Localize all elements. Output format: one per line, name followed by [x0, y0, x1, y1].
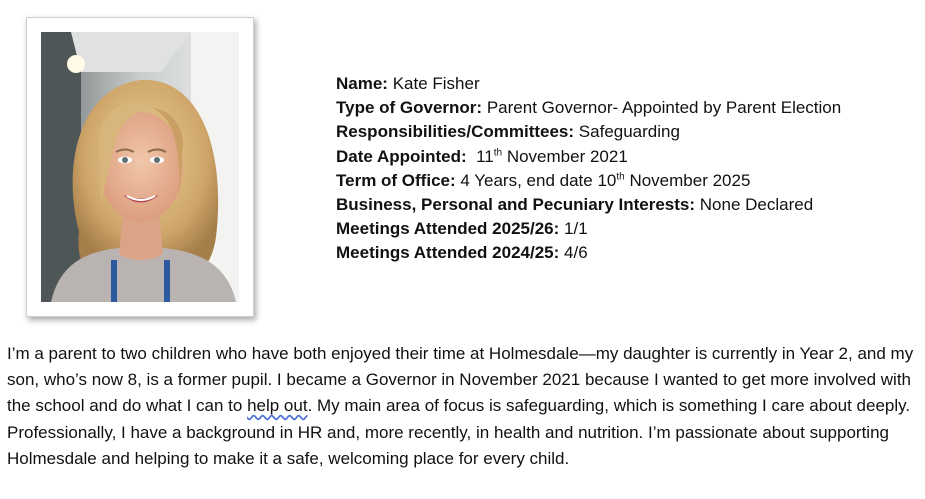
meetings-2025-26-value: 1/1 — [564, 219, 588, 239]
spellcheck-flagged-phrase[interactable]: help out — [247, 396, 308, 416]
name-row — [336, 72, 841, 96]
governor-type-label: Type of Governor: — [336, 98, 483, 118]
responsibilities-row — [336, 120, 841, 144]
term-of-office-rest: November 2025 — [629, 170, 751, 190]
biography-paragraph — [7, 341, 919, 472]
meetings-2024-25-label: Meetings Attended 2024/25: — [336, 243, 560, 263]
responsibilities-value: Safeguarding — [578, 122, 680, 142]
governor-type-value: Parent Governor- Appointed by Parent Election — [486, 98, 842, 118]
date-appointed-rest: November 2021 — [506, 146, 628, 166]
responsibilities-label: Responsibilities/Committees: — [336, 122, 575, 142]
term-of-office-suffix: th — [616, 171, 625, 183]
meetings-2025-26-row — [336, 217, 841, 241]
term-of-office-row — [336, 169, 841, 193]
name-value: Kate Fisher — [392, 74, 480, 93]
date-appointed-row — [336, 145, 841, 169]
biography-text-end: . My main area of focus is safeguarding, which is something I care about deeply. Professionally, I have a background in HR and, more recently, in health and nutrition. I’m passionate about supporting Holmesdale and helping to make it a safe, welcoming place for every child. — [7, 396, 911, 468]
term-of-office-prefix: 4 Years, end date 10 — [460, 170, 617, 190]
governor-photo — [41, 32, 239, 302]
photo-frame — [26, 17, 254, 317]
name-label: Name: — [336, 74, 388, 93]
date-appointed-day: 11 — [476, 146, 494, 166]
interests-row — [336, 193, 841, 217]
interests-value: None Declared — [699, 195, 814, 215]
date-appointed-label: Date Appointed: — [336, 146, 467, 166]
governor-details — [336, 72, 841, 266]
biography-text-start: I’m a parent to two children who have both enjoyed their time at Holmesdale—my daughter is currently in Year 2, and my son, who’s now 8, is a former pupil. I became a Governor in November 2021 because I wanted to get more involved with the school and do what I can to — [7, 344, 914, 416]
meetings-2025-26-label: Meetings Attended 2025/26: — [336, 219, 560, 239]
meetings-2024-25-row — [336, 241, 841, 265]
term-of-office-label: Term of Office: — [336, 170, 456, 190]
governor-type-row — [336, 96, 841, 120]
date-appointed-suffix: th — [493, 146, 503, 158]
meetings-2024-25-value: 4/6 — [564, 243, 588, 263]
interests-label: Business, Personal and Pecuniary Interests: — [336, 195, 696, 215]
